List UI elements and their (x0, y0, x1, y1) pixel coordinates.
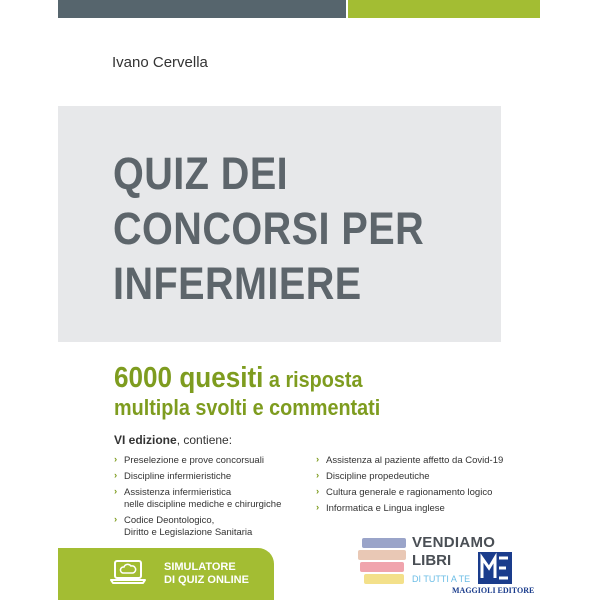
simulator-line-2: DI QUIZ ONLINE (164, 574, 249, 586)
title-line-2: CONCORSI PER (113, 203, 425, 254)
book-title (113, 146, 483, 311)
simulator-label (164, 561, 249, 587)
contents-item: › Preselezione e prove concorsuali (114, 455, 324, 467)
publisher-name: MAGGIOLI EDITORE (452, 586, 535, 595)
contents-item: › Discipline infermieristiche (114, 471, 324, 483)
title-line-1: QUIZ DEI (113, 148, 289, 199)
contents-item: › Assistenza al paziente affetto da Covid-19 (316, 455, 536, 467)
maggioli-logo-icon (478, 552, 512, 584)
title-line-3: INFERMIERE (113, 258, 362, 309)
contents-item: › Informatica e Lingua inglese (316, 503, 536, 515)
stamp-line-1: VENDIAMO (412, 534, 496, 551)
edition-suffix: , contiene: (176, 433, 233, 447)
contents-item: › Codice Deontologico, Diritto e Legislazione Sanitaria (114, 515, 324, 539)
edition-label: VI edizione (114, 433, 177, 447)
subtitle-number: 6000 quesiti (114, 362, 264, 394)
vendiamo-libri-stamp (356, 530, 535, 600)
contents-list-left (114, 455, 324, 543)
contents-list-right (316, 455, 536, 519)
subtitle-line-2: multipla svolti e commentati (114, 395, 381, 420)
book-stack-icon (364, 574, 404, 584)
author-name: Ivano Cervella (112, 54, 208, 71)
book-stack-icon (362, 538, 406, 548)
simulator-line-1: SIMULATORE (164, 561, 236, 573)
laptop-cloud-icon (110, 559, 146, 585)
contents-item: › Cultura generale e ragionamento logico (316, 487, 536, 499)
book-cover (58, 0, 540, 600)
stamp-line-3: DI TUTTI A TE (412, 574, 471, 584)
subtitle-rest: a risposta (263, 367, 363, 392)
edition-line (114, 433, 232, 447)
top-band-green (348, 0, 540, 18)
simulator-badge (58, 548, 274, 600)
contents-item: › Assistenza infermieristica nelle discipline mediche e chirurgiche (114, 487, 324, 511)
book-stack-icon (358, 550, 406, 560)
subtitle (114, 363, 380, 421)
book-stack-icon (360, 562, 404, 572)
stamp-line-2: LIBRI (412, 552, 452, 569)
contents-item: › Discipline propedeutiche (316, 471, 536, 483)
top-band-dark (58, 0, 346, 18)
